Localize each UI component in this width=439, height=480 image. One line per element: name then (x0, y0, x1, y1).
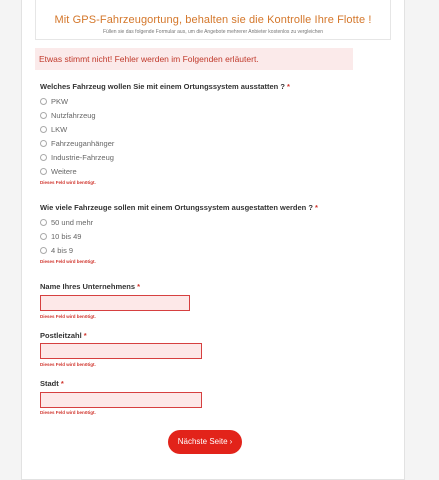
radio-button[interactable] (40, 112, 47, 119)
required-mark: * (137, 282, 141, 291)
company-label: Name Ihres Unternehmens * (40, 282, 141, 291)
q1-error: Dieses Feld wird benötigt. (40, 180, 96, 185)
city-input[interactable] (40, 392, 202, 408)
zip-error: Dieses Feld wird benötigt. (40, 362, 96, 367)
radio-button[interactable] (40, 140, 47, 147)
company-input[interactable] (40, 295, 190, 311)
form-header (35, 0, 391, 40)
required-mark: * (315, 203, 318, 212)
required-mark: * (60, 379, 64, 388)
q1-option-lkw[interactable]: LKW (40, 124, 67, 135)
company-error: Dieses Feld wird benötigt. (40, 314, 96, 319)
radio-button[interactable] (40, 247, 47, 254)
q2-option-4-9[interactable]: 4 bis 9 (40, 245, 73, 256)
zip-input[interactable] (40, 343, 202, 359)
zip-label: Postleitzahl * (40, 331, 87, 340)
radio-button[interactable] (40, 233, 47, 240)
radio-button[interactable] (40, 154, 47, 161)
q2-option-10-49[interactable]: 10 bis 49 (40, 231, 81, 242)
q1-option-nutzfahrzeug[interactable]: Nutzfahrzeug (40, 110, 96, 121)
q2-error: Dieses Feld wird benötigt. (40, 259, 96, 264)
radio-button[interactable] (40, 98, 47, 105)
error-banner: Etwas stimmt nicht! Fehler werden im Folgenden erläutert. (35, 48, 353, 70)
city-label: Stadt * (40, 379, 64, 388)
form-subtitle: Füllen sie das folgende Formular aus, um die Angebote mehrerer Anbieter kostenlos zu vergleichen (102, 29, 324, 35)
radio-button[interactable] (40, 168, 47, 175)
q2-label: Wie viele Fahrzeuge sollen mit einem Ortungssystem ausgestatten werden ? * (40, 203, 318, 212)
form-title: Mit GPS-Fahrzeugortung, behalten sie die Kontrolle Ihre Flotte ! (54, 14, 372, 26)
required-mark: * (83, 331, 87, 340)
q1-option-weitere[interactable]: Weitere (40, 166, 77, 177)
q1-option-pkw[interactable]: PKW (40, 96, 68, 107)
radio-button[interactable] (40, 219, 47, 226)
radio-button[interactable] (40, 126, 47, 133)
q1-option-industrie[interactable]: Industrie-Fahrzeug (40, 152, 114, 163)
q2-option-50[interactable]: 50 und mehr (40, 217, 93, 228)
q1-option-anhaenger[interactable]: Fahrzeuganhänger (40, 138, 114, 149)
next-page-button[interactable]: Nächste Seite › (168, 430, 242, 454)
q1-label: Welches Fahrzeug wollen Sie mit einem Ortungssystem ausstatten ? * (40, 82, 290, 91)
chevron-right-icon: › (229, 437, 233, 446)
required-mark: * (287, 82, 290, 91)
city-error: Dieses Feld wird benötigt. (40, 410, 96, 415)
